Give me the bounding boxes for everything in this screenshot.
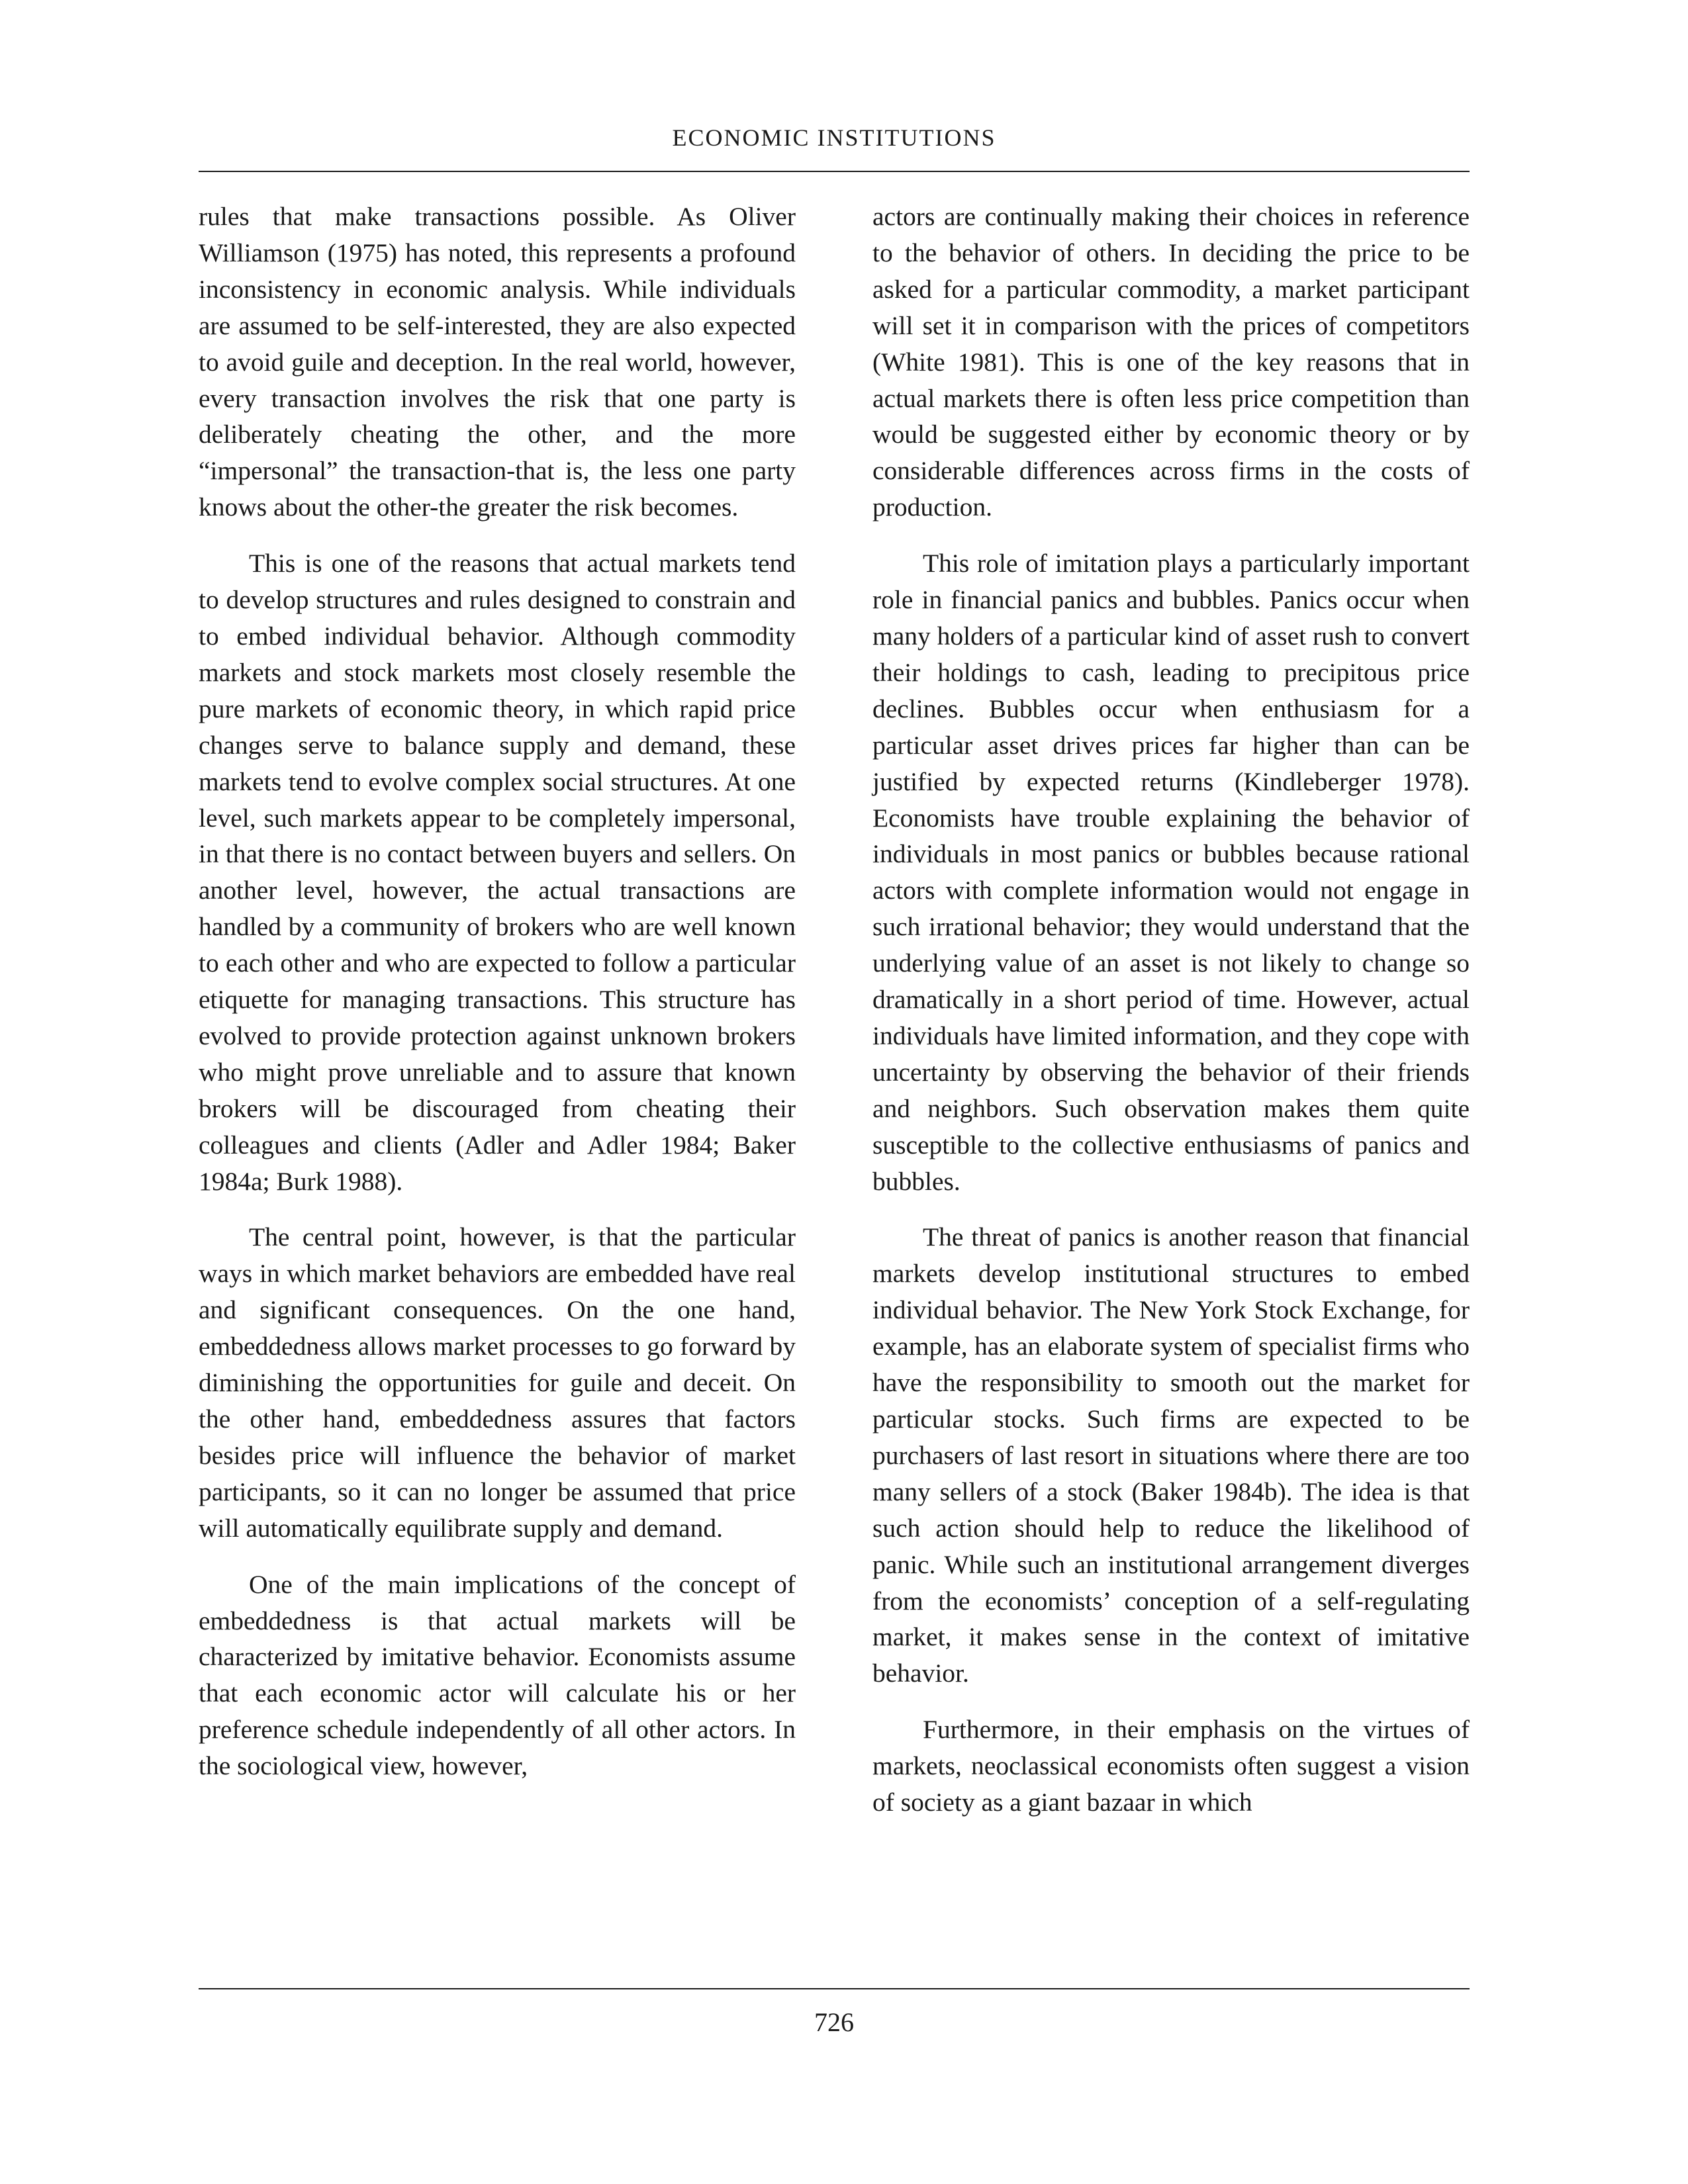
footer-rule [199,1988,1470,1989]
paragraph: One of the main implications of the concept of embeddedness is that actual markets will be characterized by imitative behavior. Economists assume that each economic actor will calculate his or her preference schedule independently of all other actors. In the sociological view, however, [199,1569,796,1781]
page-number: 726 [814,2007,854,2037]
right-column [872,199,1470,1821]
paragraph: The central point, however, is that the particular ways in which market behaviors are embedded have real and significant consequences. On the one hand, embeddedness allows market processes to go forward by diminishing the opportunities for guile and deceit. On the other hand, embeddedness assures that factors besides price will influence the behavior of market participants, so it can no longer be assumed that price will automatically equilibrate supply and demand. [199,1222,796,1543]
paragraph: Furthermore, in their emphasis on the virtues of markets, neoclassical economists often suggest a vision of society as a giant bazaar in which [872,1715,1470,1817]
running-header: ECONOMIC INSTITUTIONS [672,124,996,151]
header-rule [199,171,1470,172]
paragraph: The threat of panics is another reason that financial markets develop institutional structures to embed individual behavior. The New York Stock Exchange, for example, has an elaborate system of specialist firms who have the responsibility to smooth out the market for particular stocks. Such firms are expected to be purchasers of last resort in situations where there are too many sellers of a stock (Baker 1984b). The idea is that such action should help to reduce the likelihood of panic. While such an institutional arrangement diverges from the economists’ conception of a self-regulating market, it makes sense in the context of imitative behavior. [872,1222,1470,1688]
paragraph: This is one of the reasons that actual markets tend to develop structures and rules designed to constrain and to embed individual behavior. Although commodity markets and stock markets most closely resemble the pure markets of economic theory, in which rapid price changes serve to balance supply and demand, these markets tend to evolve complex social structures. At one level, such markets appear to be completely impersonal, in that there is no contact between buyers and sellers. On another level, however, the actual transactions are handled by a community of brokers who are well known to each other and who are expected to follow a particular etiquette for managing transactions. This structure has evolved to provide protection against unknown brokers who might prove unreliable and to assure that known brokers will be discouraged from cheating their colleagues and clients (Adler and Adler 1984; Baker 1984a; Burk 1988). [199,549,796,1196]
paragraph: actors are continually making their choices in reference to the behavior of others. In deciding the price to be asked for a particular commodity, a market participant will set it in comparison with the prices of competitors (White 1981). This is one of the key reasons that in actual markets there is often less price competition than would be suggested either by economic theory or by considerable differences across firms in the costs of production. [872,202,1470,522]
left-column [199,199,796,1784]
paragraph: rules that make transactions possible. As Oliver Williamson (1975) has noted, this represents a profound inconsistency in economic analysis. While individuals are assumed to be self-interested, they are also expected to avoid guile and deception. In the real world, however, every transaction involves the risk that one party is deliberately cheating the other, and the more “impersonal” the transaction-that is, the less one party knows about the other-the greater the risk becomes. [199,202,796,522]
paragraph: This role of imitation plays a particularly important role in financial panics and bubbles. Panics occur when many holders of a particular kind of asset rush to convert their holdings to cash, leading to precipitous price declines. Bubbles occur when enthusiasm for a particular asset drives prices far higher than can be justified by expected returns (Kindleberger 1978). Economists have trouble explaining the behavior of individuals in most panics or bubbles because rational actors with complete information would not engage in such irrational behavior; they would understand that the underlying value of an asset is not likely to change so dramatically in a short period of time. However, actual individuals have limited information, and they cope with uncertainty by observing the behavior of their friends and neighbors. Such observation makes them quite susceptible to the collective enthusiasms of panics and bubbles. [872,549,1470,1196]
